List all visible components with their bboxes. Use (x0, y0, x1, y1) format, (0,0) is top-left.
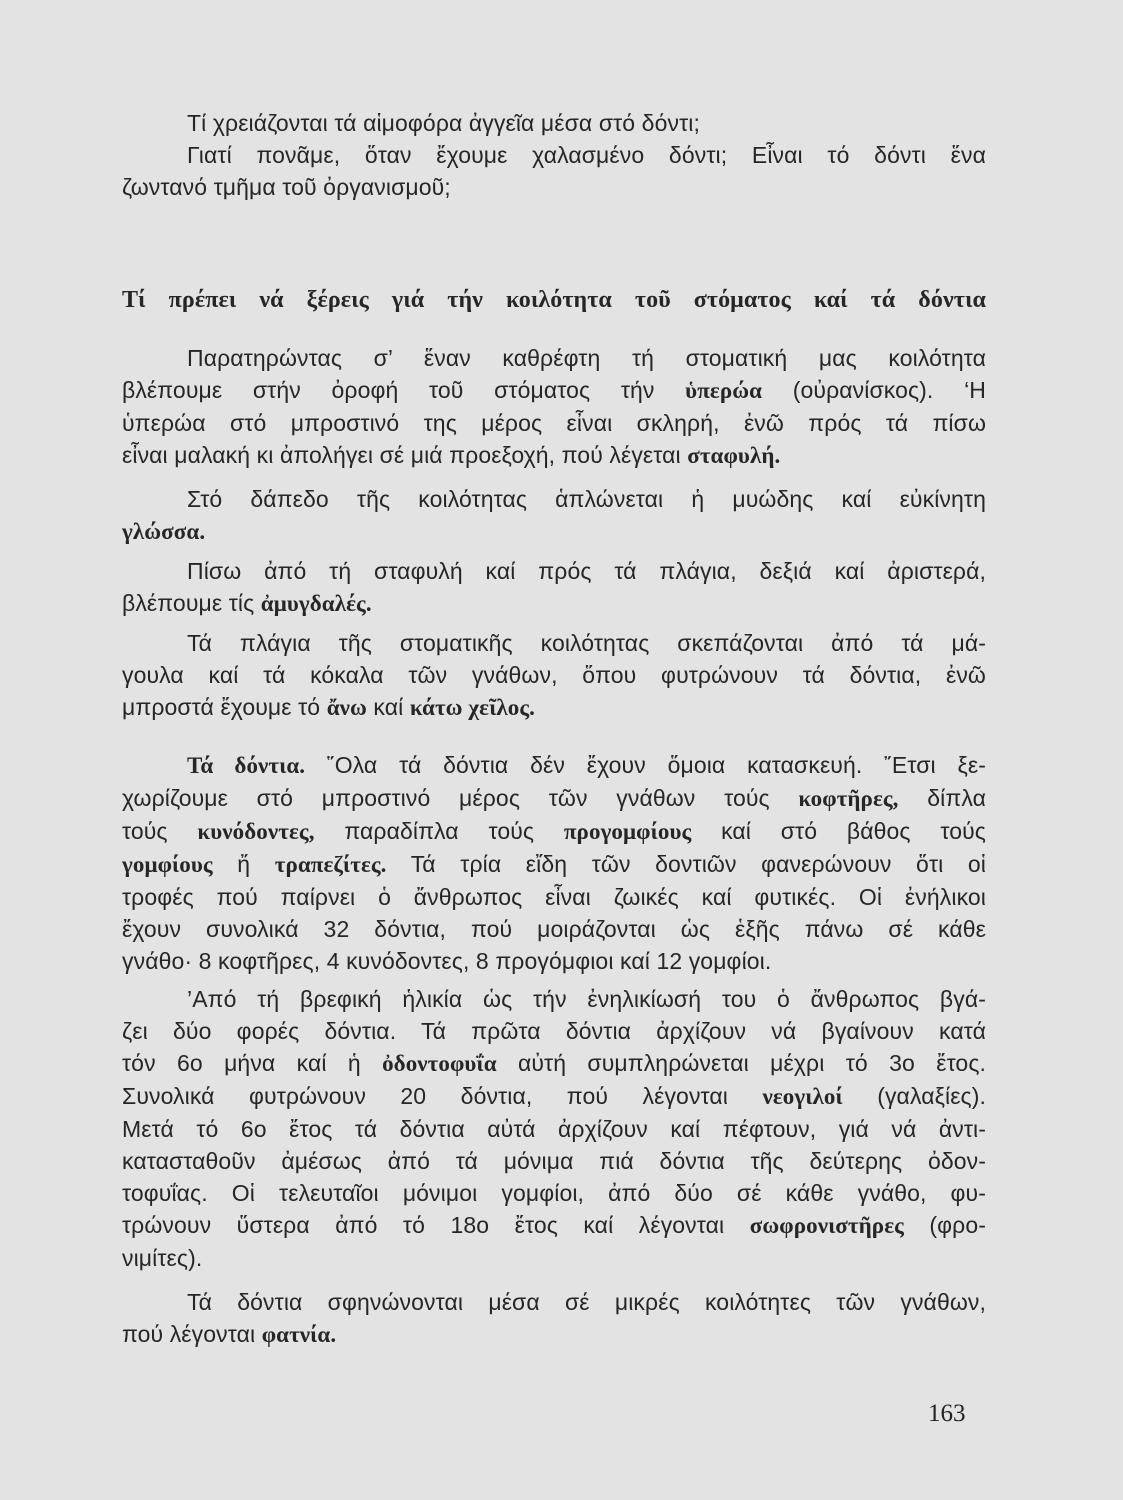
text-run: ῞Ολα τά δόντια δέν ἔχουν ὅμοια κατασκευή. ῎Ετσι ξε- (305, 752, 986, 778)
bold-term: προγομφίους (563, 819, 692, 844)
paragraph (122, 749, 986, 977)
paragraph (122, 983, 986, 1274)
text-run: χωρίζουμε στό μπροστινό μέρος τῶν γνάθων τούς (122, 785, 799, 811)
text-run: τόν 6ο μήνα καί ἡ (122, 1050, 383, 1076)
text-line (122, 913, 986, 945)
text-run: Μετά τό 6ο ἔτος τά δόντια αὐτά ἀρχίζουν καί πέφτουν, γιά νά ἀντι- (122, 1116, 986, 1142)
text-line (122, 815, 986, 848)
text-run: Παρατηρώντας σ’ ἕναν καθρέφτη τή στοματική μας κοιλότητα (187, 345, 986, 371)
bold-term: κυνόδοντες, (197, 819, 315, 844)
paragraph (122, 627, 986, 724)
paragraph (122, 139, 986, 203)
text-line (122, 1047, 986, 1080)
text-run: τούς (122, 818, 198, 844)
paragraph (122, 342, 986, 472)
text-run: καί (366, 694, 410, 720)
bold-term: γομφίους (122, 852, 213, 877)
text-run: αὐτή συμπληρώνεται μέχρι τό 3ο ἔτος. (496, 1050, 986, 1076)
text-line (122, 1318, 986, 1351)
text-line (122, 659, 986, 691)
text-line (122, 848, 986, 881)
bold-term: γλώσσα. (122, 519, 206, 544)
text-line (122, 1080, 986, 1113)
text-run: καί στό βάθος τούς (691, 818, 986, 844)
bold-term: σωφρονιστῆρες (749, 1213, 904, 1238)
text-run: Τά πλάγια τῆς στοματικῆς κοιλότητας σκεπάζονται ἀπό τά μά- (187, 630, 986, 656)
text-run: τροφές πού παίρνει ὁ ἄνθρωπος εἶναι ζωικές καί φυτικές. Οἱ ἐνήλικοι (122, 884, 986, 910)
paragraph (122, 555, 986, 620)
text-line (122, 881, 986, 913)
text-line (122, 1286, 986, 1318)
text-run: εἶναι μαλακή κι ἀπολήγει σέ μιά προεξοχή, πού λέγεται (122, 442, 688, 468)
bold-term: ὑπερώα (685, 378, 763, 403)
text-run: ζωντανό τμῆμα τοῦ ὀργανισμοῦ; (122, 174, 451, 200)
text-run: Συνολικά φυτρώνουν 20 δόντια, πού λέγονται (122, 1083, 763, 1109)
text-line (122, 983, 986, 1015)
book-page-text (122, 107, 986, 1351)
text-run: τρώνουν ὕστερα ἀπό τό 18ο ἔτος καί λέγονται (122, 1212, 750, 1238)
text-run: ὑπερώα στό μπροστινό της μέρος εἶναι σκληρή, ἐνῶ πρός τά πίσω (122, 410, 986, 436)
text-run: Τί πρέπει νά ξέρεις γιά τήν κοιλότητα τοῦ στόματος καί τά δόντια (122, 287, 986, 313)
text-line (122, 945, 986, 977)
text-run: (γαλαξίες). (842, 1083, 986, 1109)
bold-term: ἄνω (326, 695, 367, 720)
bold-term: ἀμυγδαλές. (260, 591, 372, 616)
text-line (122, 1209, 986, 1242)
text-run: ’Από τή βρεφική ἡλικία ὡς τήν ἐνηλικίωσή του ὁ ἄνθρωπος βγά- (187, 986, 986, 1012)
text-run: Στό δάπεδο τῆς κοιλότητας ἁπλώνεται ἡ μυώδης καί εὐκίνητη (187, 486, 986, 512)
bold-term: σταφυλή. (687, 443, 781, 468)
bold-term: κοφτῆρες, (798, 786, 899, 811)
text-run: ἤ (212, 851, 275, 877)
text-run: παραδίπλα τούς (314, 818, 564, 844)
text-run: κατασταθοῦν ἀμέσως ἀπό τά μόνιμα πιά δόντια τῆς δεύτερης ὀδον- (122, 1148, 986, 1174)
text-line (122, 1113, 986, 1145)
bold-term: τραπεζίτες. (274, 852, 387, 877)
text-run: Πίσω ἀπό τή σταφυλή καί πρός τά πλάγια, δεξιά καί ἀριστερά, (187, 558, 986, 584)
text-line (122, 139, 986, 171)
text-line (122, 374, 986, 407)
text-line (122, 342, 986, 374)
section-heading (122, 284, 986, 316)
text-run: βλέπουμε τίς (122, 590, 261, 616)
text-run: Τί χρειάζονται τά αἱμοφόρα ἀγγεῖα μέσα στό δόντι; (187, 110, 700, 136)
paragraph (122, 107, 986, 139)
bold-term: Τά δόντια. (187, 753, 306, 778)
text-run: ζει δύο φορές δόντια. Τά πρῶτα δόντια ἀρχίζουν νά βγαίνουν κατά (122, 1018, 986, 1044)
text-line (122, 1145, 986, 1177)
text-line (122, 284, 986, 316)
text-run: γνάθο· 8 κοφτῆρες, 4 κυνόδοντες, 8 προγόμφιοι καί 12 γομφίοι. (122, 948, 772, 974)
text-line (122, 782, 986, 815)
text-line (122, 171, 986, 203)
text-line (122, 1015, 986, 1047)
text-line (122, 483, 986, 515)
text-run: δίπλα (898, 785, 986, 811)
text-run: τοφυΐας. Οἱ τελευταῖοι μόνιμοι γομφίοι, ἀπό δύο σέ κάθε γνάθο, φυ- (122, 1180, 986, 1206)
text-run: (φρο- (903, 1212, 986, 1238)
text-run: μπροστά ἔχουμε τό (122, 694, 327, 720)
text-run: βλέπουμε στήν ὀροφή τοῦ στόματος τήν (122, 377, 686, 403)
text-run: Γιατί πονᾶμε, ὅταν ἔχουμε χαλασμένο δόντι; Εἶναι τό δόντι ἕνα (187, 142, 986, 168)
text-line (122, 587, 986, 620)
bold-term: νεογιλοί (762, 1084, 843, 1109)
text-line (122, 515, 986, 548)
text-line (122, 627, 986, 659)
paragraph (122, 1286, 986, 1351)
text-line (122, 749, 986, 782)
text-run: (οὐρανίσκος). ‘Η (762, 377, 987, 403)
bold-term: ὀδοντοφυΐα (382, 1051, 497, 1076)
text-run: νιμίτες). (122, 1245, 203, 1271)
bold-term: κάτω χεῖλος. (409, 695, 535, 720)
text-line (122, 1177, 986, 1209)
bold-term: φατνία. (261, 1322, 337, 1347)
text-line (122, 407, 986, 439)
text-run: Τά τρία εἴδη τῶν δοντιῶν φανερώνουν ὅτι οἱ (386, 851, 986, 877)
text-line (122, 1242, 986, 1274)
page-number: 163 (928, 1400, 966, 1427)
text-line (122, 691, 986, 724)
text-line (122, 439, 986, 472)
paragraph (122, 483, 986, 548)
text-run: ἔχουν συνολικά 32 δόντια, πού μοιράζονται ὡς ἑξῆς πάνω σέ κάθε (122, 916, 986, 942)
text-line (122, 107, 986, 139)
text-run: γουλα καί τά κόκαλα τῶν γνάθων, ὅπου φυτρώνουν τά δόντια, ἐνῶ (122, 662, 986, 688)
text-line (122, 555, 986, 587)
text-run: Τά δόντια σφηνώνονται μέσα σέ μικρές κοιλότητες τῶν γνάθων, (187, 1289, 986, 1315)
text-run: πού λέγονται (122, 1321, 262, 1347)
